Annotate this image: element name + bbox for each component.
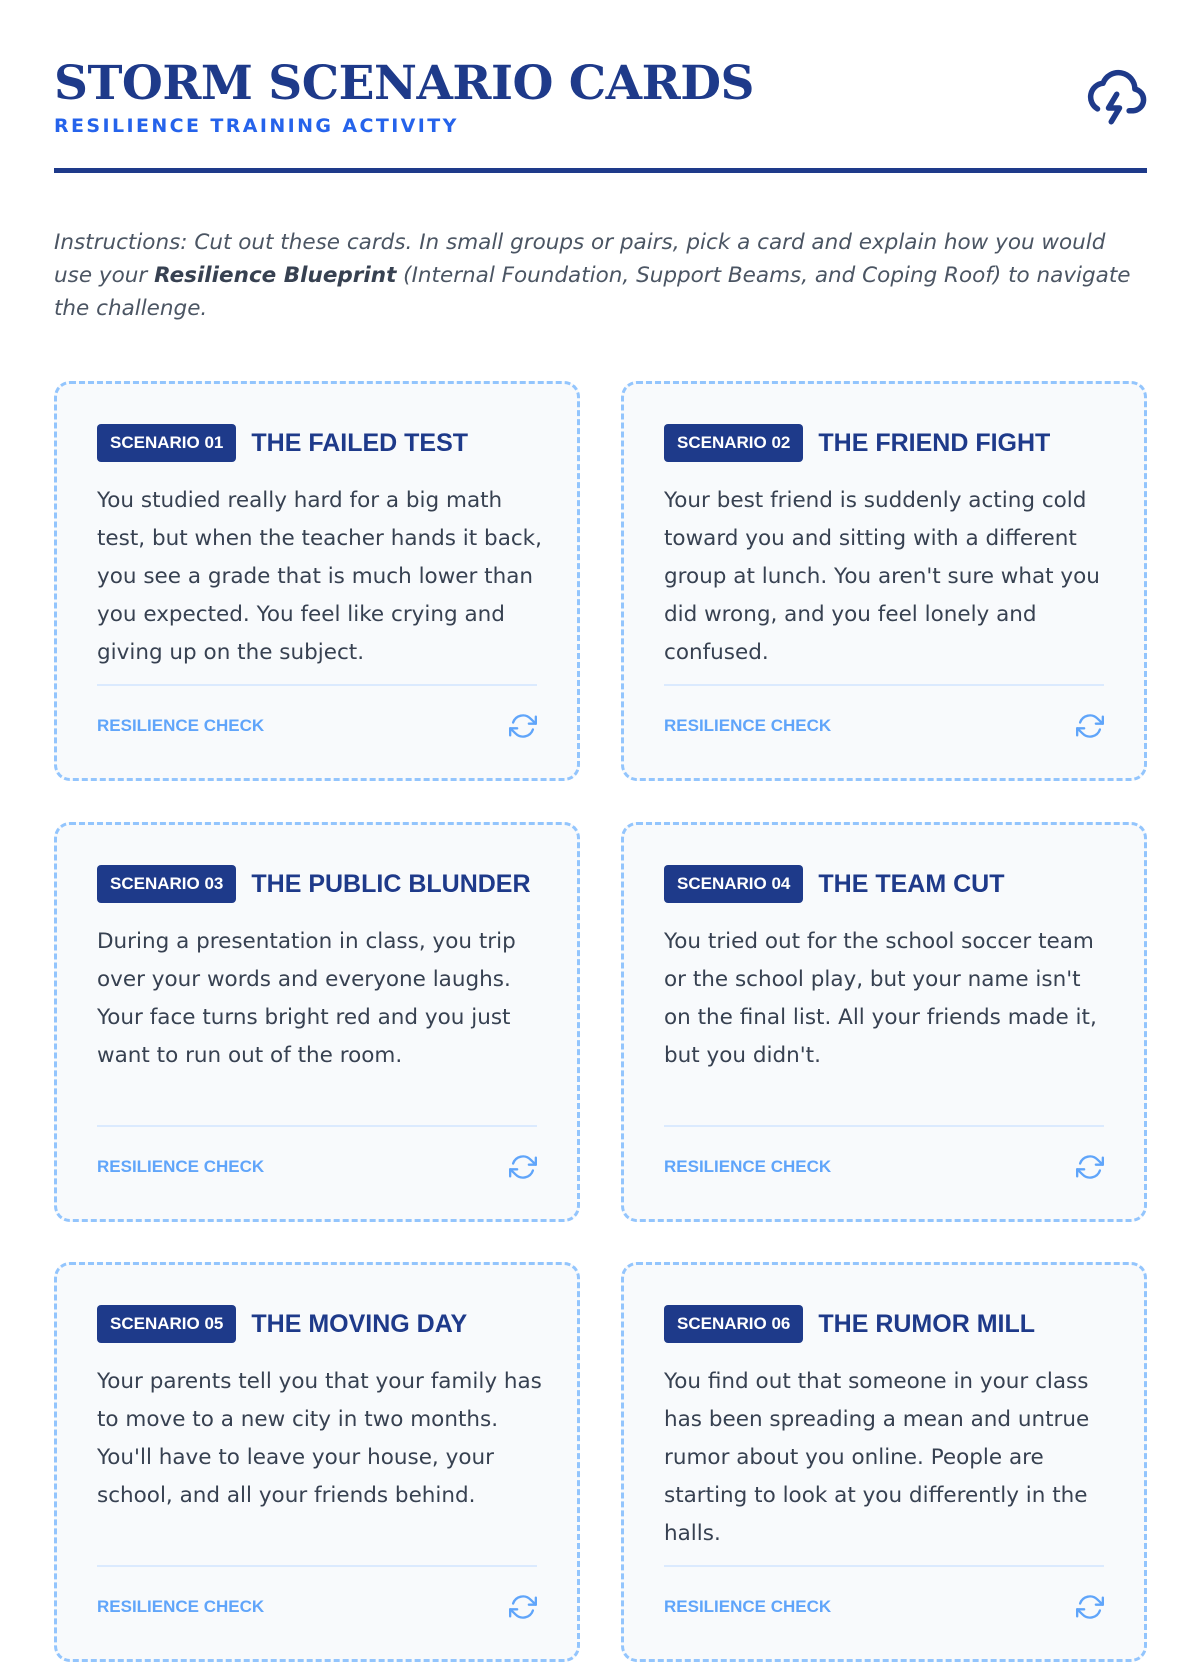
instructions-text (54, 226, 1147, 325)
card-footer (97, 1565, 537, 1625)
scenario-badge: SCENARIO 04 (664, 865, 803, 903)
card-description: You studied really hard for a big math test, but when the teacher hands it back, you see a grade that is much lower than you expected. You feel like crying and giving up on the subject. (97, 488, 542, 665)
scenario-badge: SCENARIO 01 (97, 424, 236, 462)
card-header (97, 1305, 467, 1343)
card-title: THE PUBLIC BLUNDER (251, 869, 531, 898)
card-header (664, 1305, 1035, 1343)
resilience-check-label: RESILIENCE CHECK (97, 1597, 265, 1616)
card-description: Your parents tell you that your family has to move to a new city in two months. You'll have to leave your house, your school, and all your friends behind. (97, 1369, 542, 1508)
worksheet-page (54, 0, 1147, 321)
card-description: You find out that someone in your class has been spreading a mean and untrue rumor about you online. People are starting to look at you differently in the halls. (664, 1369, 1090, 1546)
scenario-card (621, 381, 1147, 781)
card-description: Your best friend is suddenly acting cold toward you and sitting with a different group at lunch. You aren't sure what you did wrong, and you feel lonely and confused. (664, 488, 1100, 665)
scenario-card (621, 1262, 1147, 1662)
scenario-badge: SCENARIO 02 (664, 424, 803, 462)
card-header (97, 865, 531, 903)
card-title: THE TEAM CUT (818, 869, 1005, 898)
scenario-card (621, 822, 1147, 1222)
scenario-badge: SCENARIO 06 (664, 1305, 803, 1343)
card-description: You tried out for the school soccer team or the school play, but your name isn't on the final list. All your friends made it, but you didn't. (664, 929, 1097, 1068)
page-title: STORM SCENARIO CARDS (54, 56, 754, 111)
card-title: THE RUMOR MILL (818, 1309, 1036, 1338)
resilience-check-label: RESILIENCE CHECK (97, 1157, 265, 1176)
refresh-icon (1076, 712, 1104, 740)
scenario-card (54, 1262, 580, 1662)
card-footer (664, 684, 1104, 744)
card-header (664, 424, 1050, 462)
card-footer (664, 1565, 1104, 1625)
resilience-check-label: RESILIENCE CHECK (97, 716, 265, 735)
instructions-tail: (Internal Foundation, Support Beams, and Coping Roof) to navigate the challenge. (54, 263, 1131, 321)
scenario-card (54, 381, 580, 781)
instructions-lead: Instructions: Cut out these cards. In small groups or pairs, pick a card and explain how you would use your (54, 230, 1106, 288)
card-title: THE FRIEND FIGHT (818, 428, 1051, 457)
page-header (54, 0, 1147, 173)
card-header (97, 424, 468, 462)
card-footer (97, 1125, 537, 1185)
scenario-badge: SCENARIO 03 (97, 865, 236, 903)
card-title: THE MOVING DAY (251, 1309, 468, 1338)
refresh-icon (509, 1593, 537, 1621)
refresh-icon (1076, 1593, 1104, 1621)
refresh-icon (1076, 1153, 1104, 1181)
card-title: THE FAILED TEST (251, 428, 469, 457)
page-subtitle: RESILIENCE TRAINING ACTIVITY (54, 115, 459, 137)
resilience-check-label: RESILIENCE CHECK (664, 1157, 832, 1176)
card-footer (664, 1125, 1104, 1185)
resilience-check-label: RESILIENCE CHECK (664, 1597, 832, 1616)
scenario-card (54, 822, 580, 1222)
card-description: During a presentation in class, you trip over your words and everyone laughs. Your face turns bright red and you just want to run out of the room. (97, 929, 516, 1068)
instructions-emphasis: Resilience Blueprint (154, 263, 397, 288)
resilience-check-label: RESILIENCE CHECK (664, 716, 832, 735)
card-header (664, 865, 1004, 903)
scenario-badge: SCENARIO 05 (97, 1305, 236, 1343)
refresh-icon (509, 712, 537, 740)
refresh-icon (509, 1153, 537, 1181)
card-footer (97, 684, 537, 744)
storm-cloud-lightning-icon (1081, 64, 1147, 130)
